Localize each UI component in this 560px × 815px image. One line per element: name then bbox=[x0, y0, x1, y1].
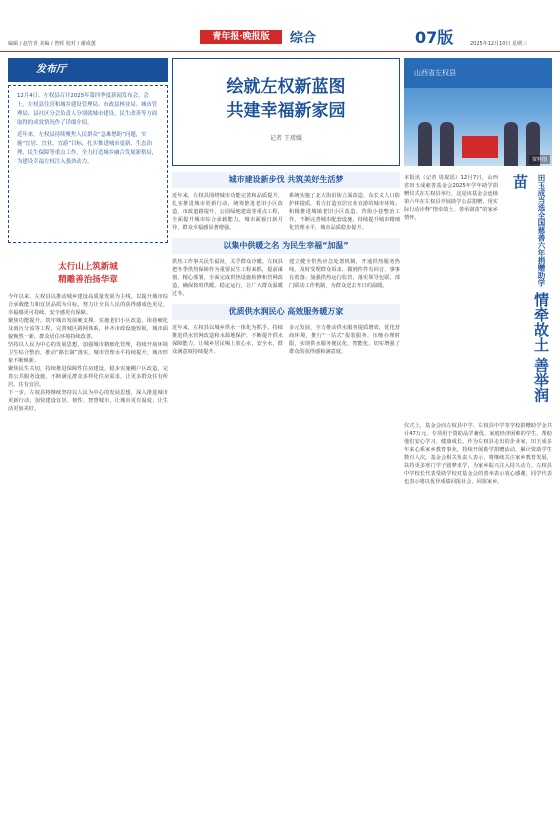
article-columns bbox=[172, 258, 400, 298]
right-article bbox=[404, 174, 552, 714]
issue-date: 2025年12月10日 星期三 bbox=[470, 41, 528, 47]
right-headline-sub: 田玉成当选全国慈善六年捐赠助学 bbox=[537, 174, 546, 287]
release-paragraph: 12月4日，左权县召开2025年第四季度新闻发布会。会上，左权县住房和城乡建设管理局、市政县林业局、城市管理局、县社区分会负责人分别就城市建设、民生改善等方面取得的成效情况作了详细介绍。 bbox=[17, 93, 158, 126]
section-title: 综合 bbox=[290, 31, 317, 46]
article-columns bbox=[172, 324, 400, 356]
news-photo bbox=[404, 58, 552, 166]
article-paragraph: 近年来，左权县以城乡供水一体化为抓手，持续推进供水管网改造和水源地保护，不断提升供水保障能力，让城乡居民喝上放心水、安全水，群众满意度持续提升。 bbox=[172, 325, 283, 355]
article-paragraph: 建立健全供热应急处置机制，开通供热服务热线，及时受理群众诉求，做到件件有回音、事事有着落；加强供热运行监管，落实领导包联、部门联动工作机制，为群众送去冬日的温暖。 bbox=[289, 259, 400, 289]
sub-headline: 优质供水润民心 高效服务暖万家 bbox=[172, 304, 400, 320]
article-paragraph: 近年来，左权县围绕城市功能完善和品质提升，扎实推进城市更新行动，统筹推进老旧小区改造、市政道路提升、公园绿地建设等重点工程，全面提升城市综合承载能力，城市面貌日新月异，群众幸福感显著增强。 bbox=[172, 193, 283, 231]
photo-credit: 资料图 bbox=[529, 155, 550, 164]
left-article-headline bbox=[8, 261, 168, 287]
release-section-title: 发布厅 bbox=[8, 58, 168, 82]
page-number: 07版 bbox=[415, 28, 454, 47]
article-paragraph: 今年以来，左权县以推动城乡建设高质量发展为主线，以提升城市综合承载能力和宜居品质为目标，努力让全县人民的获得感成色更足、幸福感更可持续、安全感更有保障。 bbox=[8, 294, 168, 316]
editor-credits: 编辑 / 赵竹青 美编 / 曾晖 校对 / 谢成蕙 bbox=[8, 41, 96, 47]
sub-headline: 城市建设新步伐 共筑美好生活梦 bbox=[172, 172, 400, 188]
article-columns bbox=[172, 192, 400, 232]
article-paragraph: 本报讯（记者 周琨瑶）12月7日，山西省田玉成慈善基金会2025年学年助学捐赠仪式在左权县举行，这是该基金会连续第六年在左权县开展助学公益捐赠，用实际行动诠释“情牵故土、善举润苗”的家乡情怀。 bbox=[404, 175, 498, 221]
right-headline-main: 情牵故土 善举润苗 bbox=[511, 174, 550, 402]
middle-column bbox=[172, 58, 400, 356]
release-paragraph: 近年来，左权县持续聚焦人民群众“急难愁盼”问题，实施“宜居、宜业、宜游”目标，扎实推进城市更新、生态治理、民生保障等重点工作，全力打造城乡融合发展新格局，为建设幸福左权注入强劲动力。 bbox=[17, 132, 158, 165]
sub-headline: 以集中供暖之名 为民生幸福“加温” bbox=[172, 238, 400, 254]
right-column bbox=[404, 58, 552, 714]
left-article-body bbox=[8, 293, 168, 813]
article-paragraph: 供热工作事关民生福祉，关乎群众冷暖。左权县把冬季供热保障作为重要民生工程来抓，提前谋划、精心部署，全面完成供热设施检修和管网改造，确保按时供暖、稳定运行，让广大群众温暖过冬。 bbox=[172, 259, 283, 297]
article-paragraph: 下一步，左权县将继续坚持以人民为中心的发展思想，深入推进城市更新行动，加快建设宜居、韧性、智慧城市，让城市更有温度、让生活更加美好。 bbox=[8, 390, 168, 412]
photo-banner-text: 山西省左权县 bbox=[404, 58, 552, 88]
article-paragraph: 聚焦功能提升，筑牢城市发展硬支撑。实施老旧小区改造、街巷硬化及雨污分流等工程，完善城区路网体系，补齐市政设施短板，城市面貌焕然一新，群众居住环境持续改善。 bbox=[8, 318, 168, 340]
main-title-line: 绘就左权新蓝图 bbox=[226, 77, 346, 97]
right-body bbox=[404, 422, 552, 486]
main-title-box bbox=[172, 58, 400, 166]
main-title-line: 共建幸福新家园 bbox=[226, 101, 346, 121]
right-intro bbox=[404, 174, 498, 222]
byline: 记者 王瑷媛 bbox=[270, 135, 302, 142]
headline-line: 精雕善治扬华章 bbox=[58, 275, 118, 285]
person-figure bbox=[440, 122, 454, 166]
article-paragraph: 聚焦民生关切，持续推进保障性住房建设，稳步实施棚户区改造，完善公共服务设施，不断满足群众多样化住房需求，让更多群众住有所居、住有宜居。 bbox=[8, 366, 168, 388]
release-summary-box bbox=[8, 85, 168, 243]
article-paragraph: 系统实施了北大街沿街立面改造、东长义人口防护林提质，着力打造宜居宜业宜游的城市环境；积极推进城镇老旧小区改造、背街小巷整治工作，不断完善城市配套设施，持续提升城市精细化管理水平，城市品质稳步提升。 bbox=[289, 193, 400, 231]
masthead-logo: 青年报·晚报版 bbox=[200, 30, 282, 44]
article-paragraph: 多元发展，全力推动供水服务提质增效，优化营商环境，推行“一站式”报装服务，压缩办理时限，实现供水服务便民化、智能化，切实增强了群众的获得感和满意度。 bbox=[289, 325, 400, 355]
article-paragraph: 坚持以人民为中心的发展思想，加强城市精细化管理，持续开展环境卫生综合整治，推动“路长制”落实，城市管理水平持续提升，城市形象不断焕新。 bbox=[8, 342, 168, 364]
right-headline bbox=[502, 174, 552, 414]
left-column bbox=[8, 58, 168, 813]
person-figure bbox=[418, 122, 432, 166]
donation-board bbox=[462, 136, 498, 158]
article-paragraph: 仪式上，基金会向左权县中学、左权县中学等学校捐赠助学金共计47万元，专项用于资助品学兼优、家庭经济困难的学生，帮助他们安心学习、健康成长。作为左权县走出的企业家，田玉成多年来心系家乡教育事业，持续开展助学捐赠活动，累计资助学生数百人次。基金会相关负责人表示，将继续关注家乡教育发展，扶持更多寒门学子圆梦求学，为家乡振兴注入持久动力。左权县中学校长代表受助学校对基金会的善举表示衷心感谢，同学代表也表示将以优异成绩回报社会、回报家乡。 bbox=[404, 423, 552, 485]
person-figure bbox=[504, 122, 518, 166]
headline-line: 太行山上筑新城 bbox=[58, 262, 118, 272]
page-header bbox=[0, 0, 560, 52]
